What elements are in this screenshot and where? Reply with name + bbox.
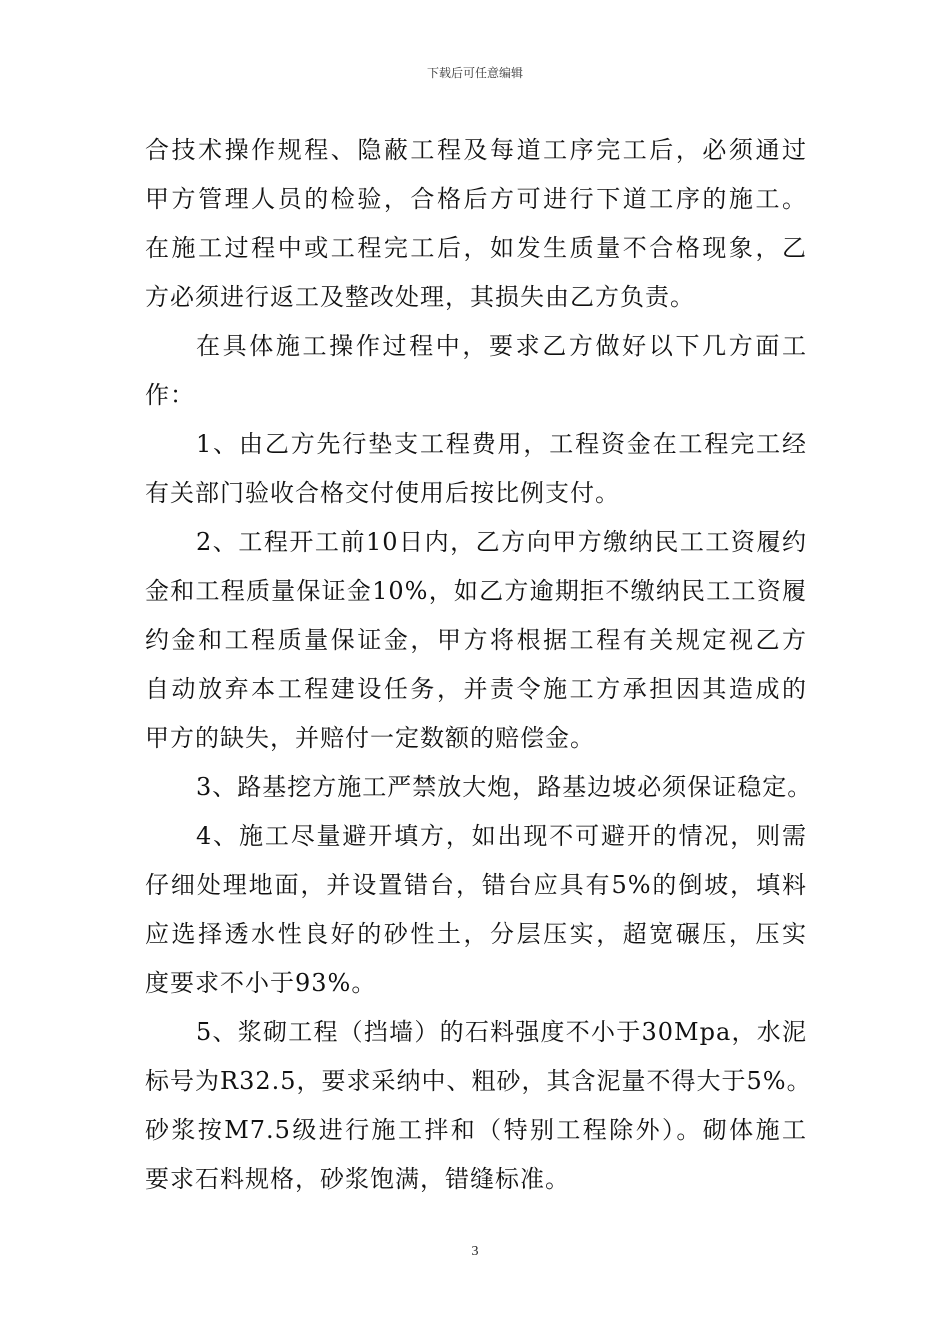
text-line: 金和工程质量保证金10%，如乙方逾期拒不缴纳民工工资履 <box>145 577 807 605</box>
list-item-3-start: 3、路基挖方施工严禁放大炮，路基边坡必须保证稳定。 <box>196 773 813 801</box>
text-line: 砂浆按M7.5级进行施工拌和（特别工程除外）。砌体施工 <box>145 1116 807 1144</box>
text-line: 有关部门验收合格交付使用后按比例支付。 <box>145 479 620 507</box>
text-line: 要求石料规格，砂浆饱满，错缝标准。 <box>145 1165 570 1193</box>
list-item-4-start: 4、施工尽量避开填方，如出现不可避开的情况，则需 <box>196 822 807 850</box>
text-line: 作： <box>145 381 195 409</box>
text-line: 甲方的缺失，并赔付一定数额的赔偿金。 <box>145 724 595 752</box>
text-line: 甲方管理人员的检验，合格后方可进行下道工序的施工。 <box>145 185 807 213</box>
page-number: 3 <box>471 1244 479 1259</box>
text-line: 度要求不小于93%。 <box>145 969 377 997</box>
text-line: 标号为R32.5，要求采纳中、粗砂，其含泥量不得大于5%。 <box>145 1067 812 1095</box>
text-line: 仔细处理地面，并设置错台，错台应具有5%的倒坡，填料 <box>145 871 807 899</box>
text-line: 方必须进行返工及整改处理，其损失由乙方负责。 <box>145 283 695 311</box>
text-line: 约金和工程质量保证金，甲方将根据工程有关规定视乙方 <box>145 626 807 654</box>
paragraph-start-line: 在具体施工操作过程中，要求乙方做好以下几方面工 <box>196 332 807 360</box>
text-line: 应选择透水性良好的砂性土，分层压实，超宽碾压，压实 <box>145 920 807 948</box>
list-item-5-start: 5、浆砌工程（挡墙）的石料强度不小于30Mpa，水泥 <box>196 1018 807 1046</box>
list-item-1-start: 1、由乙方先行垫支工程费用，工程资金在工程完工经 <box>196 430 807 458</box>
text-line: 在施工过程中或工程完工后，如发生质量不合格现象，乙 <box>145 234 807 262</box>
text-line: 合技术操作规程、隐蔽工程及每道工序完工后，必须通过 <box>145 136 807 164</box>
text-line: 自动放弃本工程建设任务，并责令施工方承担因其造成的 <box>145 675 807 703</box>
list-item-2-start: 2、工程开工前10日内，乙方向甲方缴纳民工工资履约 <box>196 528 807 556</box>
page-header: 下载后可任意编辑 <box>426 66 523 80</box>
document-body <box>145 126 813 1204</box>
